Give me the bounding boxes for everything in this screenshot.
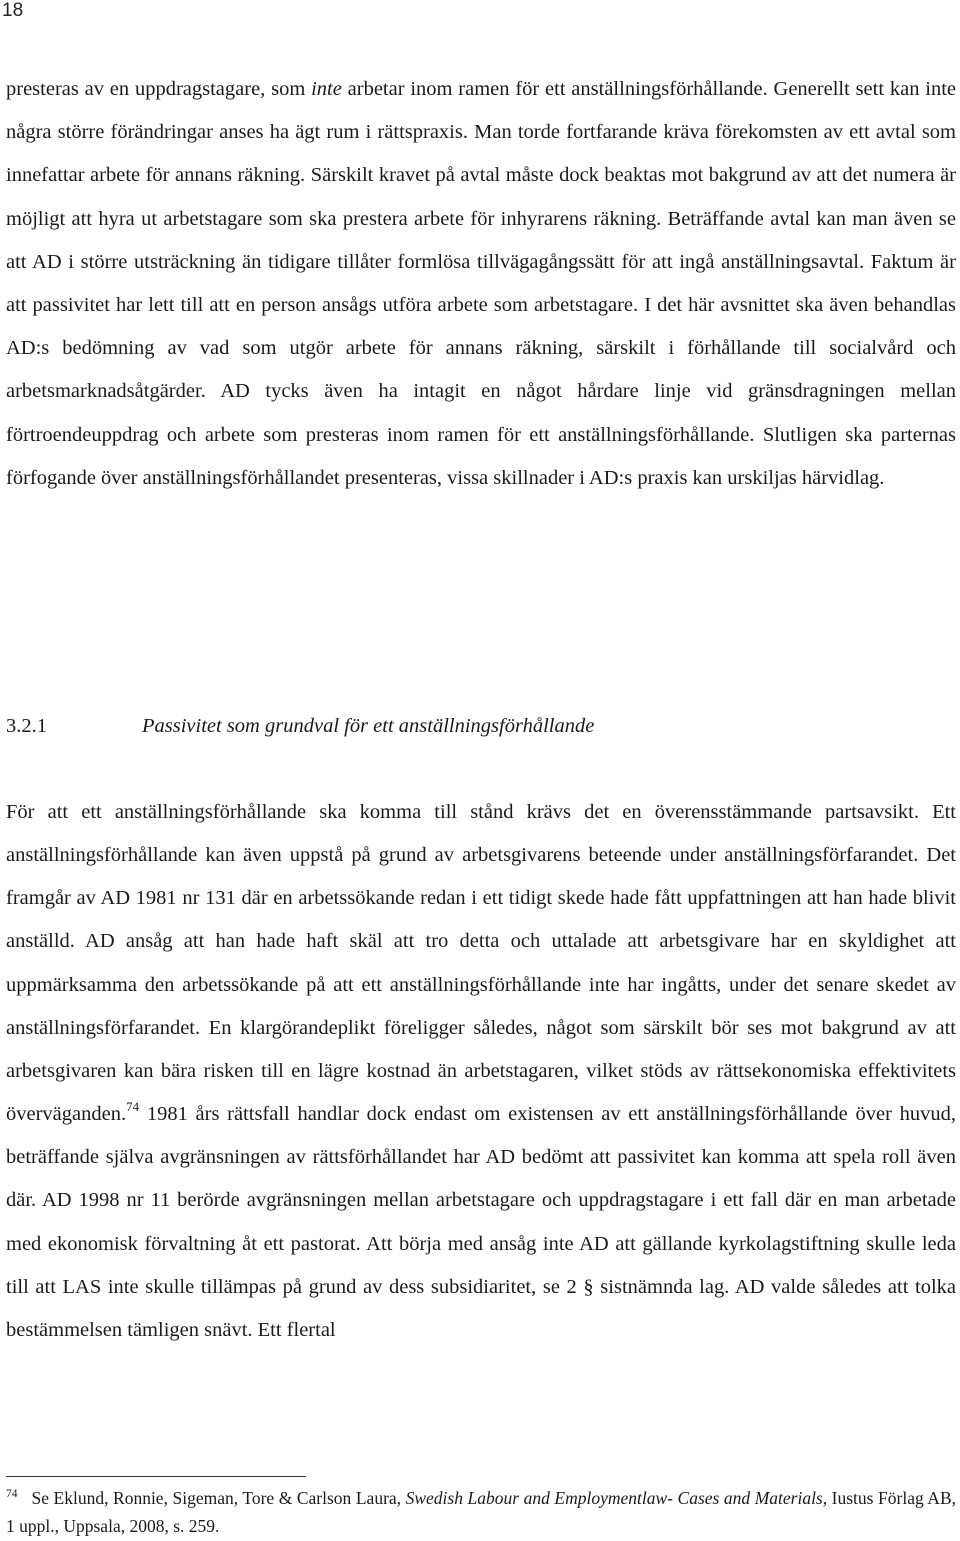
paragraph-text: 1981 års rättsfall handlar dock endast om existensen av ett anställningsförhållande över huvud, beträffande själva avgränsningen av rättsförhållandet har AD bedömt att passivitet kan komma att spela roll även där. AD 1998 nr 11 berörde avgränsningen mellan arbetstagare och uppdragstagare i ett fall där en man arbetade med ekonomisk förvaltning åt ett pastorat. Att börja med ansåg inte AD att gällande kyrkolagstiftning skulle leda till att LAS inte skulle tillämpas på grund av dess subsidiaritet, se 2 § sistnämnda lag. AD valde således att tolka bestämmelsen tämligen snävt. Ett flertal	[6, 1103, 956, 1341]
footnote-number: 74	[6, 1488, 18, 1500]
section-number: 3.2.1	[6, 715, 47, 737]
page-number: 18	[2, 0, 24, 21]
paragraph-text: presteras av en uppdragstagare, som	[6, 78, 312, 100]
section-heading	[6, 706, 594, 746]
footnote-title: Swedish Labour and Employmentlaw- Cases and Materials	[405, 1488, 823, 1508]
footnote-divider	[6, 1476, 306, 1477]
section-title: Passivitet som grundval för ett anställningsförhållande	[142, 715, 595, 737]
emphasis-text: inte	[311, 78, 342, 100]
footnote-publisher: , Iustus Förlag AB, 1 uppl., Uppsala, 2008, s. 259.	[6, 1488, 956, 1536]
paragraph-text: För att ett anställningsförhållande ska komma till stånd krävs det en överensstämmande partsavsikt. Ett anställningsförhållande kan även uppstå på grund av arbetsgivarens beteende under anställningsförfarandet. Det framgår av AD 1981 nr 131 där en arbetssökande redan i ett tidigt skede hade fått uppfattningen att han hade blivit anställd. AD ansåg att han hade haft skäl att tro detta och uttalade att arbetsgivare har en skyldighet att uppmärksamma den arbetssökande på att ett anställningsförhållande inte har ingåtts, under det senare skedet av anställningsförfarandet. En klargörandeplikt föreligger således, något som särskilt bör ses mot bakgrund av att arbetsgivaren kan bära risken till en lägre kostnad än arbetstagaren, vilket stöds av rättsekonomiska effektivitets överväganden.	[6, 801, 956, 1126]
body-paragraph-1	[6, 68, 956, 500]
paragraph-text: arbetar inom ramen för ett anställningsförhållande. Generellt sett kan inte några större förändringar anses ha ägt rum i rättspraxis. Man torde fortfarande kräva förekomsten av ett avtal som innefattar arbete för annans räkning. Särskilt kravet på avtal måste dock beaktas mot bakgrund av att det numera är möjligt att hyra ut arbetstagare som ska prestera arbete för inhyrarens räkning. Beträffande avtal kan man även se att AD i större utsträckning än tidigare tillåter formlösa tillvägagångssätt för att ingå anställningsavtal. Faktum är att passivitet har lett till att en person ansågs utföra arbete som arbetstagare. I det här avsnittet ska även behandlas AD:s bedömning av vad som utgör arbete för annans räkning, särskilt i förhållande till socialvård och arbetsmarknadsåtgärder. AD tycks även ha intagit en något hårdare linje vid gränsdragningen mellan förtroendeuppdrag och arbete som presteras inom ramen för ett anställningsförhållande. Slutligen ska parternas förfogande över anställningsförhållandet presenteras, vissa skillnader i AD:s praxis kan urskiljas härvidlag.	[6, 78, 956, 489]
footnote-reference[interactable]: 74	[126, 1099, 140, 1115]
footnote	[6, 1486, 956, 1539]
body-paragraph-2	[6, 791, 956, 1352]
footnote-authors: Se Eklund, Ronnie, Sigeman, Tore & Carlson Laura,	[31, 1488, 406, 1508]
